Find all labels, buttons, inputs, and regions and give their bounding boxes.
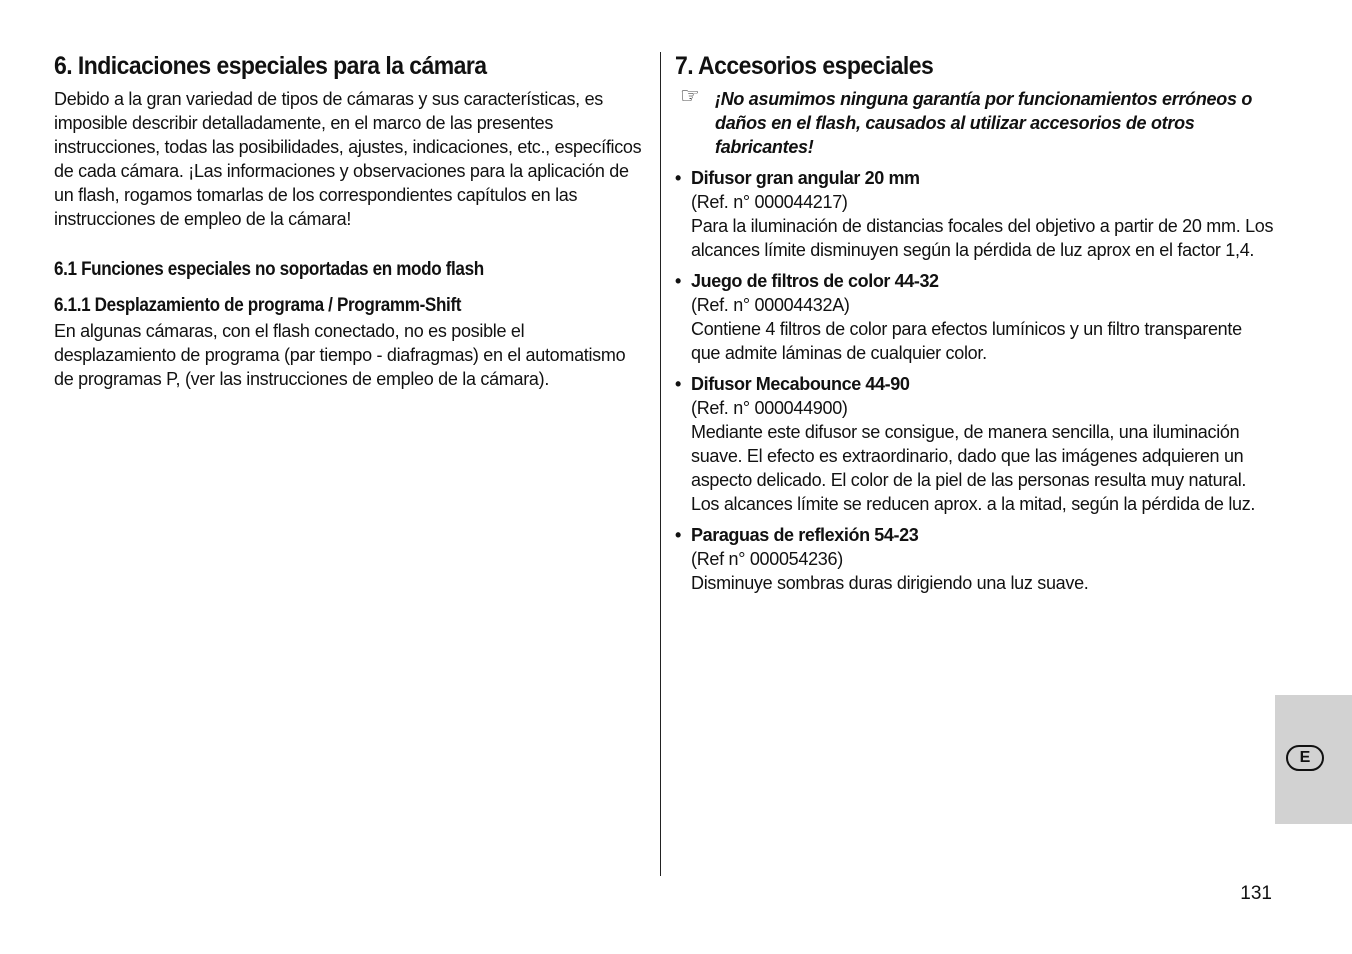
section-7-heading: 7. Accesorios especiales	[675, 52, 934, 80]
section-6-1-1-text: En algunas cámaras, con el flash conectado, no es posible el desplazamiento de programa (par tiempo - diafragmas) en el automatismo de programas P, (ver las instrucciones de empleo de la cámara).	[54, 321, 626, 389]
section-6-1-heading: 6.1 Funciones especiales no soportadas en modo flash	[54, 259, 484, 280]
accessory-title: Difusor Mecabounce 44-90	[691, 374, 910, 394]
right-column	[675, 52, 1275, 595]
left-column	[54, 52, 648, 391]
accessory-item	[675, 166, 1275, 262]
pointing-hand-icon: ☞	[680, 84, 700, 109]
accessory-ref: (Ref. n° 000044217)	[691, 192, 848, 212]
page-number: 131	[1240, 883, 1272, 904]
accessory-description: Mediante este difusor se consigue, de manera sencilla, una iluminación suave. El efecto es extraordinario, dado que las imágenes adquieren un aspecto delicado. El color de la piel de las personas resulta muy natural. Los alcances límite se reducen aprox. a la mitad, según la pérdida de luz.	[691, 422, 1256, 514]
bullet-icon: •	[675, 168, 682, 188]
section-6-intro: Debido a la gran variedad de tipos de cámaras y sus características, es imposible describir detalladamente, en el marco de las presentes instrucciones, todas las posibilidades, ajustes, indicaciones, etc., específicos de cada cámara. ¡Las informaciones y observaciones para la aplicación de un flash, rogamos tomarlas de los correspondientes capítulos en las instrucciones de empleo de la cámara!	[54, 89, 642, 229]
column-divider	[660, 52, 661, 876]
bullet-icon: •	[675, 271, 682, 291]
accessory-item	[675, 372, 1275, 516]
accessory-description: Para la iluminación de distancias focales del objetivo a partir de 20 mm. Los alcances límite disminuyen según la pérdida de luz aprox en el factor 1,4.	[691, 216, 1274, 260]
section-6-1-1-heading: 6.1.1 Desplazamiento de programa / Programm-Shift	[54, 295, 462, 316]
section-6-heading: 6. Indicaciones especiales para la cámara	[54, 52, 487, 80]
language-badge: E	[1286, 745, 1324, 771]
warning-note	[675, 84, 1275, 159]
accessory-description: Disminuye sombras duras dirigiendo una luz suave.	[691, 573, 1089, 593]
accessory-title: Paraguas de reflexión 54-23	[691, 525, 919, 545]
accessory-description: Contiene 4 filtros de color para efectos lumínicos y un filtro transparente que admite láminas de cualquier color.	[691, 319, 1242, 363]
accessory-ref: (Ref. n° 00004432A)	[691, 295, 850, 315]
accessory-title: Juego de filtros de color 44-32	[691, 271, 939, 291]
bullet-icon: •	[675, 525, 682, 545]
accessory-ref: (Ref n° 000054236)	[691, 549, 843, 569]
bullet-icon: •	[675, 374, 682, 394]
warning-note-text: ¡No asumimos ninguna garantía por funcionamientos erróneos o daños en el flash, causados al utilizar accesorios de otros fabricantes!	[715, 89, 1253, 157]
accessory-ref: (Ref. n° 000044900)	[691, 398, 848, 418]
accessory-title: Difusor gran angular 20 mm	[691, 168, 920, 188]
accessory-item	[675, 523, 1275, 595]
accessory-item	[675, 269, 1275, 365]
language-tab	[1275, 695, 1352, 824]
